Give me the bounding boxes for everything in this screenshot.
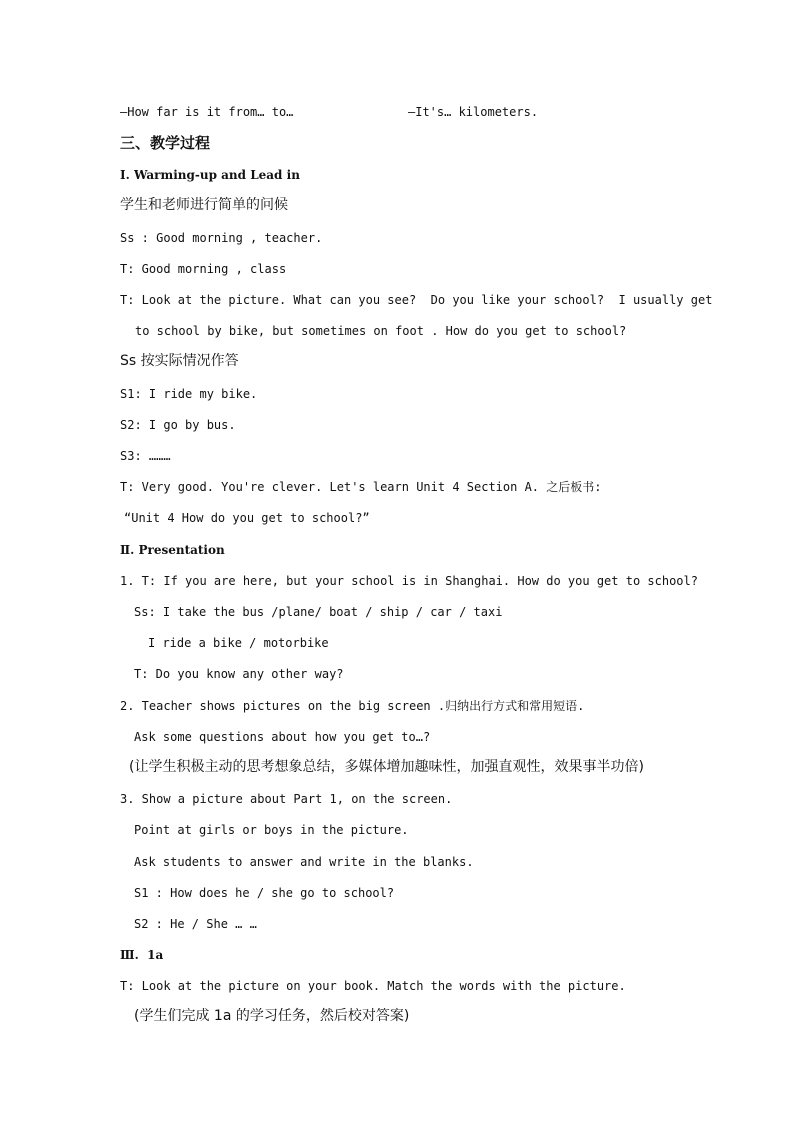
part1-heading: Ⅰ. Warming-up and Lead in [120, 168, 300, 182]
part3-note: (学生们完成 1a 的学习任务，然后校对答案) [134, 1008, 410, 1024]
presentation-item-3-s1: S1 : How does he / she go to school? [134, 886, 395, 900]
board-title: “Unit 4 How do you get to school?” [124, 511, 370, 525]
part3-heading: Ⅲ. 1a [120, 948, 164, 962]
top-answer-pattern: —It's… kilometers. [408, 105, 539, 119]
presentation-item-1-ss: Ss: I take the bus /plane/ boat / ship / car / taxi [134, 605, 503, 619]
student-answer: S3: ……… [120, 449, 171, 463]
dialogue-line: Ss : Good morning , teacher. [120, 231, 323, 245]
section-title: 三、教学过程 [120, 134, 211, 152]
presentation-item-1-t: T: Do you know any other way? [134, 667, 344, 681]
part2-heading: Ⅱ. Presentation [120, 543, 225, 557]
part3-instruction: T: Look at the picture on your book. Match the words with the picture. [120, 979, 626, 993]
presentation-item-2-ask: Ask some questions about how you get to…? [134, 730, 431, 744]
presentation-item-1-ride: I ride a bike / motorbike [148, 636, 329, 650]
presentation-item-2-note: (让学生积极主动的思考想象总结，多媒体增加趣味性，加强直观性，效果事半功倍) [129, 759, 644, 775]
part1-intro: 学生和老师进行简单的问候 [120, 197, 288, 213]
teacher-closing: T: Very good. You're clever. Let's learn Unit 4 Section A. 之后板书: [120, 480, 602, 494]
student-answer: S2: I go by bus. [120, 418, 236, 432]
dialogue-line: T: Good morning , class [120, 262, 287, 276]
top-question-pattern: —How far is it from… to… [120, 105, 294, 119]
presentation-item-1: 1. T: If you are here, but your school is in Shanghai. How do you get to school? [120, 574, 698, 588]
presentation-item-3-ask: Ask students to answer and write in the blanks. [134, 855, 474, 869]
presentation-item-3: 3. Show a picture about Part 1, on the screen. [120, 792, 453, 806]
presentation-item-3-point: Point at girls or boys in the picture. [134, 823, 409, 837]
presentation-item-3-s2: S2 : He / She … … [134, 917, 257, 931]
ss-answer-note: Ss 按实际情况作答 [120, 353, 239, 369]
presentation-item-2: 2. Teacher shows pictures on the big screen .归纳出行方式和常用短语. [120, 699, 585, 713]
dialogue-line: T: Look at the picture. What can you see? Do you like your school? I usually get [120, 293, 713, 307]
dialogue-line: to school by bike, but sometimes on foot . How do you get to school? [135, 324, 627, 338]
student-answer: S1: I ride my bike. [120, 387, 258, 401]
